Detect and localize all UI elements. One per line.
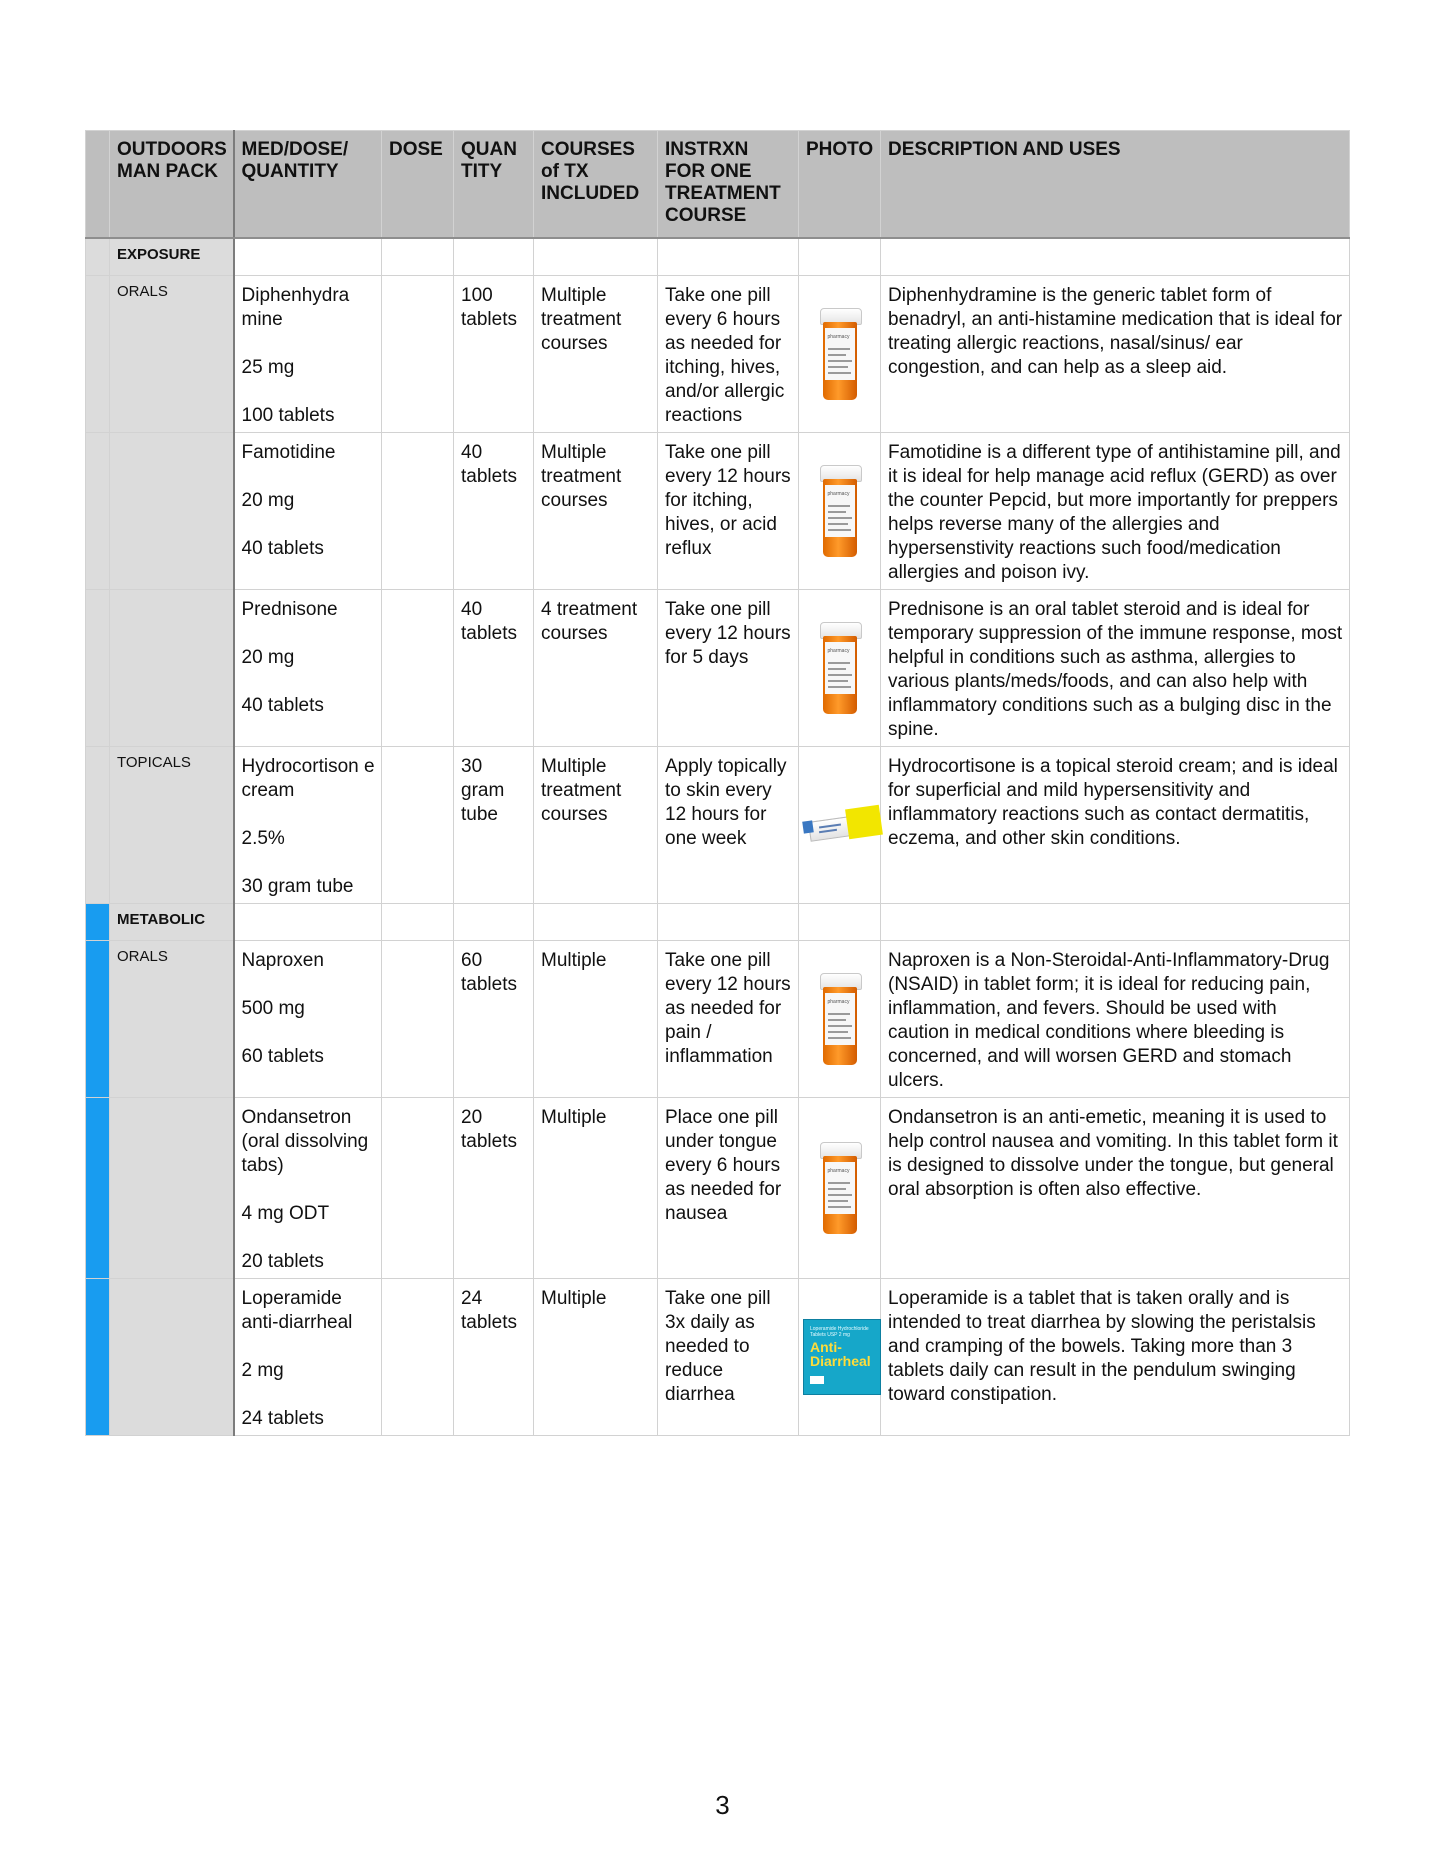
description-cell: Famotidine is a different type of antihistamine pill, and it is ideal for help manage acid reflux (GERD) as over the counter Pepcid, but more importantly for preppers helps reverse many of the allergies and hypersenstivity reactions such food/medication allergies and poison ivy. — [881, 433, 1350, 590]
header-photo: PHOTO — [799, 131, 881, 239]
dose-cell — [382, 747, 454, 904]
category-cell: ORALS — [110, 276, 234, 433]
side-strip — [86, 433, 110, 590]
dose-cell — [382, 590, 454, 747]
courses-cell: Multiple treatment courses — [534, 433, 658, 590]
med-dose: 500 mg — [241, 998, 305, 1019]
instructions-cell: Apply topically to skin every 12 hours for one week — [658, 747, 799, 904]
med-dose: 20 mg — [241, 490, 295, 511]
page-number: 3 — [715, 1790, 730, 1820]
photo-cell — [799, 941, 881, 1098]
section-row — [86, 238, 1350, 276]
photo-cell — [799, 433, 881, 590]
instructions-cell: Place one pill under tongue every 6 hours as needed for nausea — [658, 1098, 799, 1279]
pill-bottle-icon — [819, 1142, 861, 1234]
dose-cell — [382, 941, 454, 1098]
med-quantity: 100 tablets — [241, 405, 335, 426]
instructions-cell: Take one pill every 12 hours as needed for pain / inflammation — [658, 941, 799, 1098]
table-row — [86, 590, 1350, 747]
med-cell — [234, 747, 382, 904]
description-cell: Naproxen is a Non-Steroidal-Anti-Inflammatory-Drug (NSAID) in tablet form; it is ideal for reducing pain, inflammation, and fevers. Should be used with caution in medical conditions where bleeding is concerned, and will worsen GERD and stomach ulcers. — [881, 941, 1350, 1098]
description-cell: Loperamide is a tablet that is taken orally and is intended to treat diarrhea by slowing the peristalsis and cramping of the bowels. Taking more than 3 tablets daily can result in the pendulum swinging toward constipation. — [881, 1279, 1350, 1436]
photo-cell — [799, 1098, 881, 1279]
section-row — [86, 904, 1350, 941]
courses-cell: 4 treatment courses — [534, 590, 658, 747]
table-body — [86, 238, 1350, 1436]
quantity-cell: 20 tablets — [454, 1098, 534, 1279]
instructions-cell: Take one pill every 6 hours as needed for itching, hives, and/or allergic reactions — [658, 276, 799, 433]
antidiarrheal-box-icon — [803, 1319, 881, 1395]
med-dose: 20 mg — [241, 647, 295, 668]
table-row — [86, 276, 1350, 433]
pill-bottle-icon — [819, 308, 861, 400]
header-pack: OUTDOORS MAN PACK — [110, 131, 234, 239]
courses-cell: Multiple — [534, 941, 658, 1098]
med-quantity: 20 tablets — [241, 1251, 324, 1272]
med-name: Ondansetron (oral dissolving tabs) — [241, 1107, 369, 1176]
header-instructions: INSTRXN FOR ONE TREATMENT COURSE — [658, 131, 799, 239]
med-quantity: 30 gram tube — [241, 876, 354, 897]
description-cell: Hydrocortisone is a topical steroid cream; and is ideal for superficial and mild hypersensitivity and inflammatory reactions such as contact dermatitis, eczema, and other skin conditions. — [881, 747, 1350, 904]
bottle-brand: pharmacy — [827, 1168, 850, 1174]
medication-table — [85, 130, 1350, 1436]
section-label: METABOLIC — [110, 904, 234, 941]
description-cell: Diphenhydramine is the generic tablet form of benadryl, an anti-histamine medication that is ideal for treating allergic reactions, nasal/sinus/ ear congestion, and can help as a sleep aid. — [881, 276, 1350, 433]
med-cell — [234, 276, 382, 433]
empty-cell — [799, 238, 881, 276]
instructions-cell: Take one pill every 12 hours for 5 days — [658, 590, 799, 747]
dose-cell — [382, 1279, 454, 1436]
med-name: Prednisone — [241, 599, 338, 620]
med-name: Diphenhydra mine — [241, 285, 350, 330]
dose-cell — [382, 433, 454, 590]
side-strip — [86, 1098, 110, 1279]
empty-cell — [454, 238, 534, 276]
photo-cell — [799, 747, 881, 904]
quantity-cell: 100 tablets — [454, 276, 534, 433]
section-label: EXPOSURE — [110, 238, 234, 276]
description-cell: Prednisone is an oral tablet steroid and is ideal for temporary suppression of the immune response, most helpful in conditions such as asthma, allergies to various plants/meds/foods, and can also help with inflammatory conditions such as a bulging disc in the spine. — [881, 590, 1350, 747]
instructions-cell: Take one pill every 12 hours for itching, hives, or acid reflux — [658, 433, 799, 590]
side-strip — [86, 941, 110, 1098]
courses-cell: Multiple — [534, 1098, 658, 1279]
med-dose: 2 mg — [241, 1360, 284, 1381]
cream-tube-icon — [803, 805, 883, 845]
category-cell — [110, 1279, 234, 1436]
med-quantity: 40 tablets — [241, 695, 324, 716]
med-quantity: 24 tablets — [241, 1408, 324, 1429]
bottle-brand: pharmacy — [827, 491, 850, 497]
category-cell: TOPICALS — [110, 747, 234, 904]
side-strip — [86, 904, 110, 941]
empty-cell — [234, 238, 382, 276]
category-cell — [110, 1098, 234, 1279]
header-row — [86, 131, 1350, 239]
side-strip — [86, 590, 110, 747]
med-dose: 2.5% — [241, 828, 285, 849]
med-cell — [234, 433, 382, 590]
photo-cell — [799, 1279, 881, 1436]
med-quantity: 60 tablets — [241, 1046, 324, 1067]
med-dose: 25 mg — [241, 357, 295, 378]
med-dose: 4 mg ODT — [241, 1203, 330, 1224]
empty-cell — [382, 238, 454, 276]
header-med: MED/DOSE/ QUANTITY — [234, 131, 382, 239]
antidiarrheal-small-text: Loperamide Hydrochloride Tablets USP 2 mg — [810, 1326, 869, 1338]
category-cell — [110, 590, 234, 747]
photo-cell — [799, 590, 881, 747]
header-strip — [86, 131, 110, 239]
empty-cell — [454, 904, 534, 941]
side-strip — [86, 747, 110, 904]
empty-cell — [881, 904, 1350, 941]
courses-cell: Multiple treatment courses — [534, 747, 658, 904]
side-strip — [86, 238, 110, 276]
empty-cell — [382, 904, 454, 941]
category-cell — [110, 433, 234, 590]
dose-cell — [382, 276, 454, 433]
category-cell: ORALS — [110, 941, 234, 1098]
bottle-brand: pharmacy — [827, 648, 850, 654]
med-name: Famotidine — [241, 442, 336, 463]
empty-cell — [658, 238, 799, 276]
header-dose: DOSE — [382, 131, 454, 239]
antidiarrheal-big-text: Anti-Diarrheal — [810, 1339, 871, 1369]
med-name: Loperamide anti-diarrheal — [241, 1288, 353, 1333]
med-quantity: 40 tablets — [241, 538, 324, 559]
bottle-brand: pharmacy — [827, 999, 850, 1005]
med-cell — [234, 941, 382, 1098]
quantity-cell: 40 tablets — [454, 590, 534, 747]
pill-bottle-icon — [819, 622, 861, 714]
quantity-cell: 40 tablets — [454, 433, 534, 590]
table-row — [86, 747, 1350, 904]
courses-cell: Multiple treatment courses — [534, 276, 658, 433]
med-cell — [234, 1098, 382, 1279]
empty-cell — [799, 904, 881, 941]
quantity-cell: 60 tablets — [454, 941, 534, 1098]
table-row — [86, 941, 1350, 1098]
empty-cell — [234, 904, 382, 941]
side-strip — [86, 276, 110, 433]
empty-cell — [658, 904, 799, 941]
header-quantity: QUAN TITY — [454, 131, 534, 239]
instructions-cell: Take one pill 3x daily as needed to reduce diarrhea — [658, 1279, 799, 1436]
quantity-cell: 30 gram tube — [454, 747, 534, 904]
side-strip — [86, 1279, 110, 1436]
bottle-brand: pharmacy — [827, 334, 850, 340]
header-description: DESCRIPTION AND USES — [881, 131, 1350, 239]
med-name: Naproxen — [241, 950, 324, 971]
empty-cell — [881, 238, 1350, 276]
table-row — [86, 1279, 1350, 1436]
description-cell: Ondansetron is an anti-emetic, meaning it is used to help control nausea and vomiting. In this tablet form it is designed to dissolve under the tongue, but general oral absorption is often also effective. — [881, 1098, 1350, 1279]
header-courses: COURSES of TX INCLUDED — [534, 131, 658, 239]
med-cell — [234, 590, 382, 747]
empty-cell — [534, 238, 658, 276]
quantity-cell: 24 tablets — [454, 1279, 534, 1436]
courses-cell: Multiple — [534, 1279, 658, 1436]
table-row — [86, 433, 1350, 590]
med-cell — [234, 1279, 382, 1436]
empty-cell — [534, 904, 658, 941]
pill-bottle-icon — [819, 465, 861, 557]
table-row — [86, 1098, 1350, 1279]
med-name: Hydrocortison e cream — [241, 756, 375, 801]
photo-cell — [799, 276, 881, 433]
dose-cell — [382, 1098, 454, 1279]
pill-bottle-icon — [819, 973, 861, 1065]
